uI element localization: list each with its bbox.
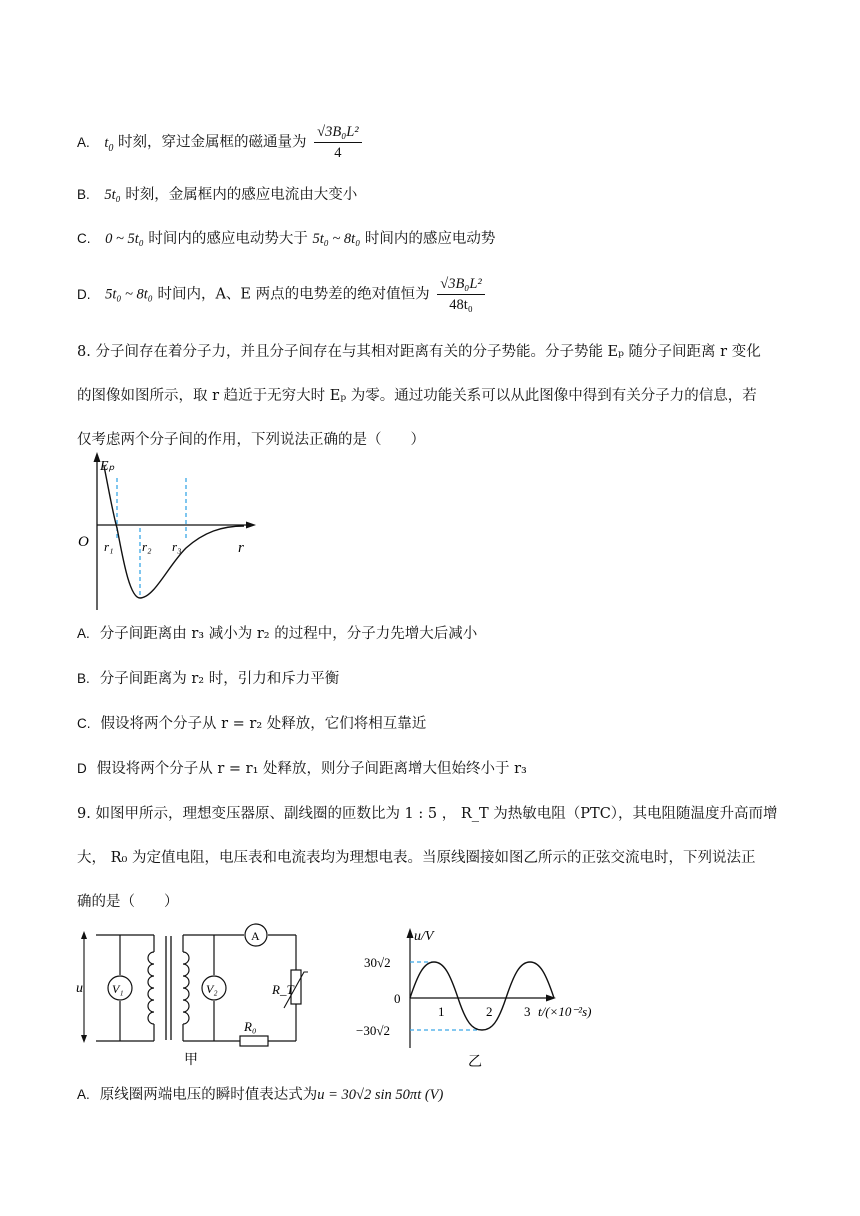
q8-option-b [77, 668, 790, 690]
primary-coil [148, 952, 154, 1024]
math-expr: 5t₀ ~ 8t₀ [312, 231, 361, 247]
stem-line: 仅考虑两个分子间的作用，下列说法正确的是（ ） [77, 432, 425, 448]
option-key: D [77, 761, 87, 776]
q9-stem [77, 792, 785, 924]
option-text: 时刻，穿过金属框的磁通量为 [118, 134, 307, 151]
option-key: A. [77, 1087, 90, 1102]
q8-option-c [77, 713, 790, 735]
q7-option-a [77, 122, 790, 163]
rt-label: R_T [272, 982, 294, 997]
ac-waveform-graph [350, 920, 620, 1070]
option-text: 时刻，金属框内的感应电流由大变小 [125, 187, 358, 203]
math-expr: 5t₀ ~ 8t₀ [105, 286, 153, 303]
stem-line: 大， R₀ 为定值电阻，电压表和电流表均为理想电表。当原线圈接如图乙所示的正弦交流电时，下列说法正 [77, 850, 756, 866]
option-text: 时间内的感应电动势 [364, 231, 496, 247]
option-key: D. [77, 286, 91, 302]
option-key: B. [77, 187, 90, 202]
ymax-label: 30√2 [364, 955, 391, 970]
q8-option-d [77, 758, 790, 780]
math-expr: 0 ~ 5t₀ [105, 231, 144, 247]
option-key: C. [77, 231, 91, 246]
option-text: 原线圈两端电压的瞬时值表达式为 [99, 1087, 318, 1103]
q8-option-a [77, 623, 790, 645]
option-text: 分子间距离为 r₂ 时，引力和斥力平衡 [99, 671, 340, 687]
x-axis-label: t/(×10⁻²s) [538, 1004, 592, 1019]
option-key: B. [77, 671, 90, 686]
option-text: 分子间距离由 r₃ 减小为 r₂ 的过程中，分子力先增大后减小 [99, 626, 478, 642]
origin-label: O [78, 534, 89, 550]
option-text: 假设将两个分子从 r = r₁ 处释放，则分子间距离增大但始终小于 r₃ [96, 761, 527, 777]
q7-option-b [77, 184, 790, 206]
stem-line: 的图像如图所示，取 r 趋近于无穷大时 Eₚ 为零。通过功能关系可以从此图像中得到有关分子力的信息，若 [77, 388, 757, 404]
math-expr: 5t₀ [104, 187, 121, 203]
q7-option-c [77, 228, 790, 250]
fraction: $\frac{\text{√3B₀L²}}{4}$ [314, 122, 362, 163]
tick-1: 1 [438, 1004, 445, 1019]
secondary-coil [183, 952, 189, 1024]
v2-label: V₂ [206, 982, 218, 996]
potential-energy-graph [72, 448, 262, 614]
option-key: A. [77, 134, 90, 150]
transformer-circuit-diagram [72, 920, 312, 1070]
option-key: A. [77, 626, 90, 641]
sine-wave [410, 962, 554, 1030]
q7-option-d [77, 274, 790, 315]
r1-label: r₁ [104, 539, 114, 554]
stem-line: 9. 如图甲所示，理想变压器原、副线圈的匝数比为 1 : 5 ， R_T 为热敏电阻（PTC），其电阻随温度升高而增 [77, 806, 778, 822]
stem-line: 确的是（ ） [77, 894, 179, 910]
tick-2: 2 [486, 1004, 493, 1019]
option-key: C. [77, 716, 91, 731]
fraction: $\frac{\text{√3B₀L²}}{\text{48t₀}}$ [437, 274, 485, 315]
origin-label: 0 [394, 991, 401, 1006]
option-text: 时间内的感应电动势大于 [148, 231, 308, 247]
tick-3: 3 [524, 1004, 531, 1019]
ammeter-label: A [251, 929, 260, 943]
q9-option-a [77, 1084, 790, 1106]
resistor-r0 [240, 1036, 268, 1046]
option-text: 时间内，A、E 两点的电势差的绝对值恒为 [157, 286, 430, 303]
voltage-u-label: u [76, 981, 83, 996]
r0-label: R₀ [244, 1019, 257, 1034]
y-axis-label: Eₚ [100, 459, 115, 474]
x-axis-label: r [238, 540, 244, 556]
option-text: 假设将两个分子从 r = r₂ 处释放，它们将相互靠近 [100, 716, 427, 732]
stem-line: 8. 分子间存在着分子力，并且分子间存在与其相对距离有关的分子势能。分子势能 Eₚ 随分子间距离 r 变化 [77, 344, 761, 360]
r2-label: r₂ [142, 539, 152, 554]
math-expr: u = 30√2 sin 50πt (V) [317, 1087, 444, 1103]
ymin-label: −30√2 [356, 1023, 390, 1038]
y-axis-label: u/V [414, 929, 434, 944]
math-t0: $t_0$ [104, 134, 114, 154]
waveform-caption: 乙 [468, 1055, 482, 1070]
circuit-caption: 甲 [184, 1053, 198, 1068]
r3-label: r₃ [172, 539, 182, 554]
v1-label: V₁ [112, 982, 124, 996]
q8-stem [77, 330, 785, 462]
